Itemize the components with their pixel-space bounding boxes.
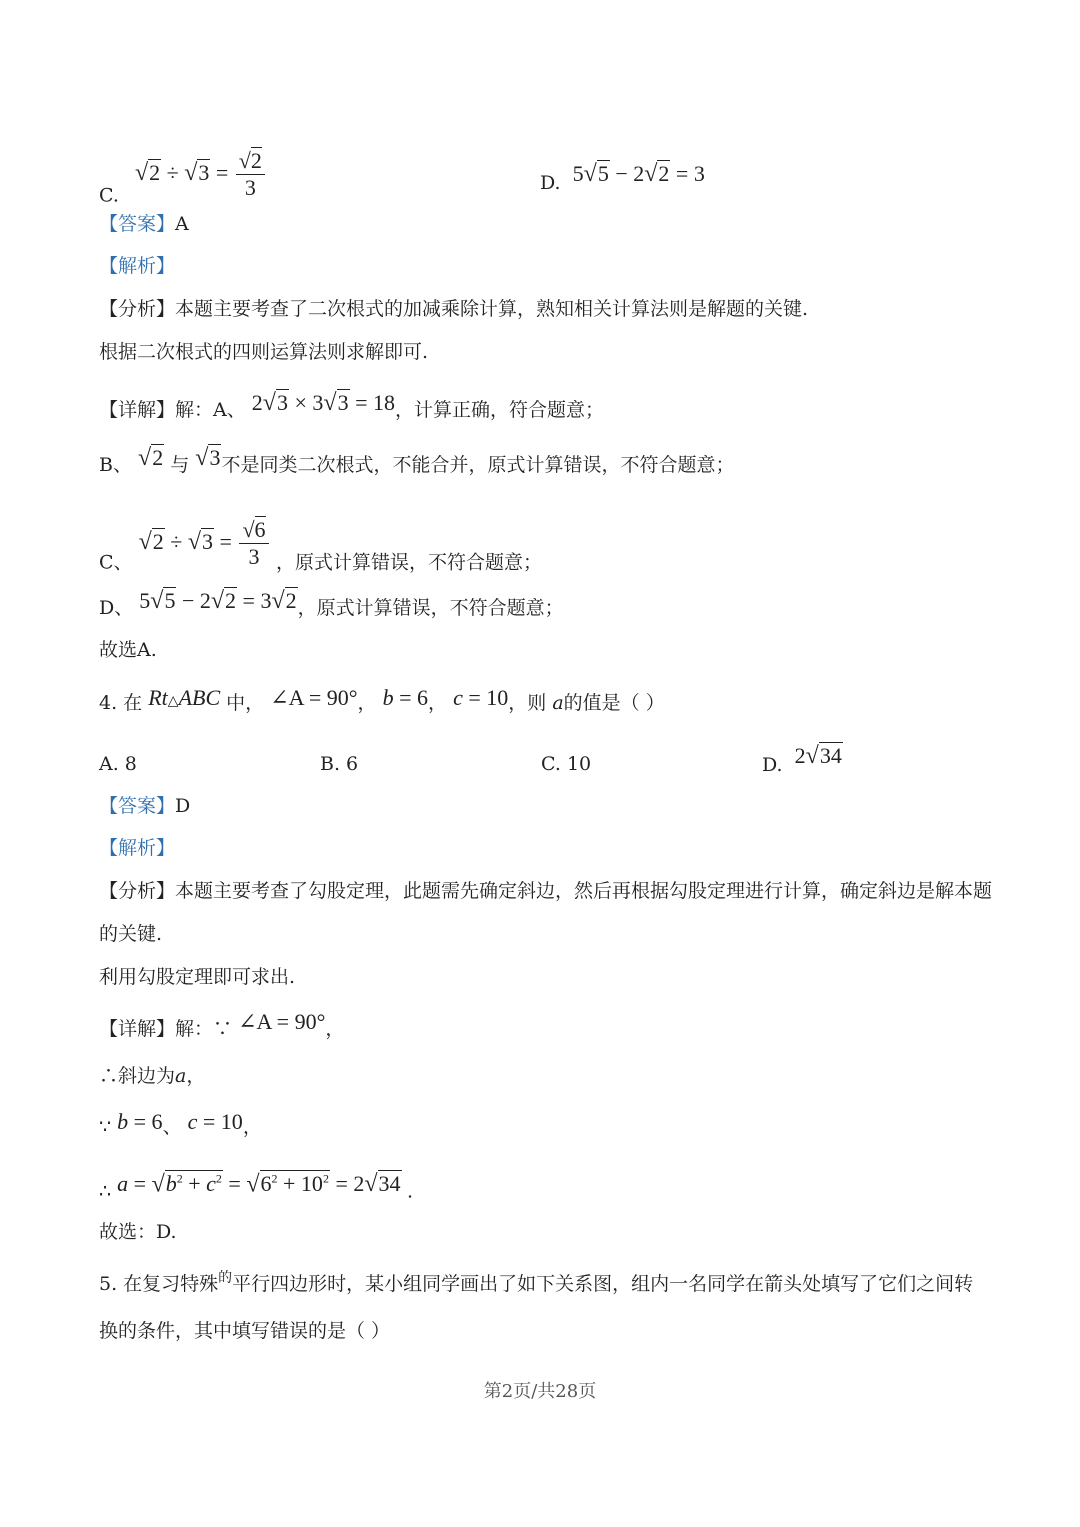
option-label: C. <box>99 184 119 207</box>
q3-detail-a: 【详解】解：A、 2√3 × 3√3 = 18，计算正确，符合题意； <box>99 390 604 421</box>
q4-choose: 故选：D. <box>99 1221 177 1243</box>
formula-step4: $a = √b^2 + c^2 = √6^2 + 10^2 = 2√34$ <box>117 1171 401 1198</box>
q3-detail-c: C、 √2 ÷ √3 = $\frac{√6}{3}$ ，原式计算错误，不符合题意； <box>99 517 543 574</box>
option-label: D. <box>540 172 561 194</box>
formula-c: √2 ÷ √3 = $\frac{√2}{3}$ <box>135 160 267 185</box>
q4-analysis-tag: 【解析】 <box>99 837 176 859</box>
q3-fenxi: 【分析】本题主要考查了二次根式的加减乘除计算，熟知相关计算法则是解题的关键. <box>99 298 809 320</box>
q4-step4: ∴ $a = √b^2 + c^2 = √6^2 + 10^2 = 2√34$ . <box>99 1171 414 1203</box>
q5-stem-line2: 换的条件，其中填写错误的是（ ） <box>99 1320 391 1342</box>
q4-option-c: C. 10 <box>541 753 592 775</box>
q3-method: 根据二次根式的四则运算法则求解即可. <box>99 341 429 363</box>
formula-detail-c: √2 ÷ √3 = $\frac{√6}{3}$ <box>139 529 276 554</box>
q3-choose: 故选A. <box>99 639 157 661</box>
q4-option-a: A. 8 <box>99 753 137 775</box>
q4-step3: ∵ b = 6、 c = 10， <box>99 1109 262 1138</box>
formula-detail-d: 5√5 − 2√2 = 3√2 <box>139 588 297 614</box>
q3-detail-b: B、 √2 与 √3不是同类二次根式，不能合并，原式计算错误，不符合题意； <box>99 445 735 476</box>
q5-stem-line1: 5. 在复习特殊$^的$平行四边形时，某小组同学画出了如下关系图，组内一名同学在箭头处填写了它们之间转 <box>99 1270 974 1295</box>
q4-option-b: B. 6 <box>320 753 359 775</box>
q4-answer: 【答案】D <box>99 795 191 817</box>
q4-step2: ∴斜边为a， <box>99 1065 206 1087</box>
q3-option-d <box>540 161 705 195</box>
formula-detail-a: 2√3 × 3√3 = 18 <box>251 390 395 416</box>
q4-detail: 【详解】解：∵ ∠A = 90°， <box>99 1009 345 1040</box>
q4-fenxi: 【分析】本题主要考查了勾股定理，此题需先确定斜边，然后再根据勾股定理进行计算，确定斜边是解本题 <box>99 880 993 902</box>
q3-detail-d: D、 5√5 − 2√2 = 3√2，原式计算错误，不符合题意； <box>99 588 564 619</box>
q3-analysis-tag: 【解析】 <box>99 255 176 277</box>
q3-answer: 【答案】A <box>99 213 189 235</box>
q4-option-d: D. 2√34 <box>762 743 842 776</box>
formula-d: 5√5 − 2√2 = 3 <box>572 161 705 187</box>
q4-method: 利用勾股定理即可求出. <box>99 966 296 988</box>
q4-stem: 4. 在 Rt△ABC 中， ∠A = 90°， b = 6， c = 10，则 a的值是（ ） <box>99 685 665 714</box>
q4-fenxi-cont: 的关键. <box>99 923 163 945</box>
page-footer: 第2页/共28页 <box>483 1381 597 1402</box>
